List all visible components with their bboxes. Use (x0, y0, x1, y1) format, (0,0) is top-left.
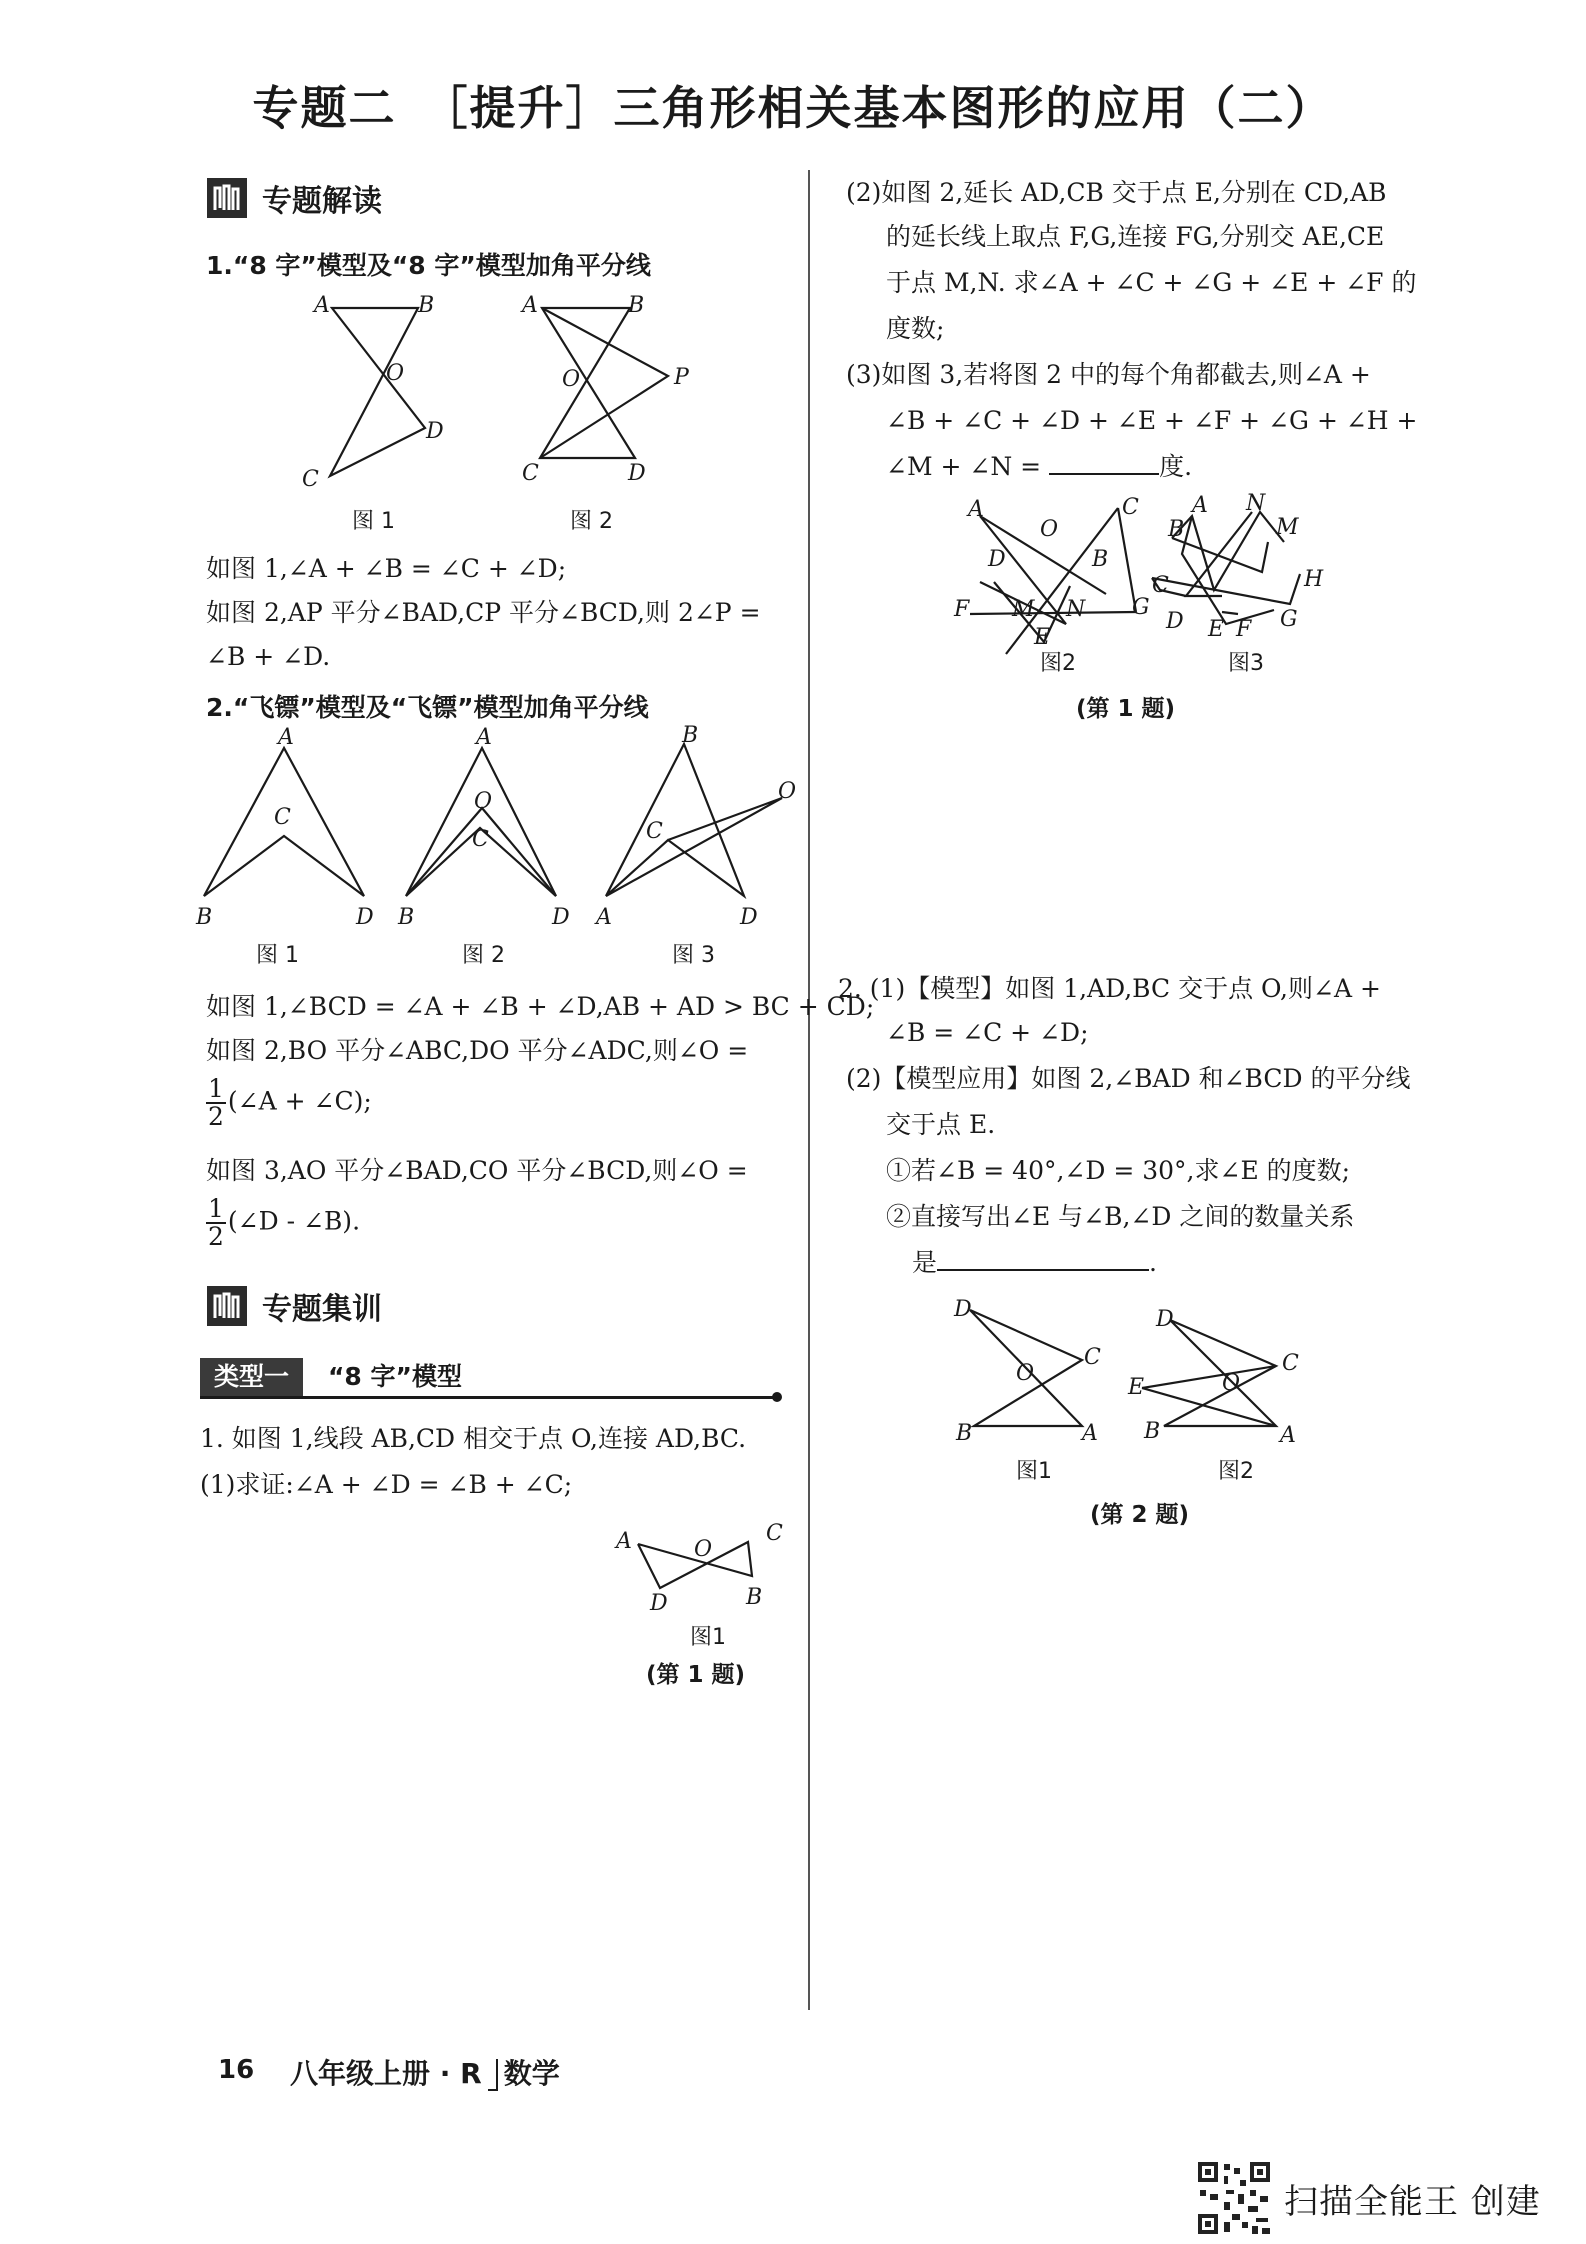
fig-label-M: M (1012, 597, 1035, 622)
fig-label-A: A (278, 725, 294, 750)
fig-label-C: C (646, 819, 663, 844)
question-text: ∠B = ∠C + ∠D; (886, 1018, 1089, 1047)
fig-label-C: C (274, 805, 291, 830)
fig-label-D: D (552, 905, 570, 930)
question-text: 1. 如图 1,线段 AB,CD 相交于点 O,连接 AD,BC. (200, 1424, 747, 1453)
fig-label-A: A (1082, 1421, 1098, 1446)
question-text: (2)【模型应用】如图 2,∠BAD 和∠BCD 的平分线 (846, 1064, 1411, 1093)
type-rule (200, 1396, 776, 1399)
fig-label-B: B (1092, 547, 1109, 572)
fig-label-D: D (1166, 609, 1184, 634)
fig-label-A: A (596, 905, 612, 930)
q1-figure2-figure3 (946, 491, 1366, 684)
fig-label-D: D (426, 419, 444, 444)
fig-label-E: E (1034, 625, 1051, 650)
fig-label-O: O (1016, 1361, 1035, 1386)
column-divider (808, 170, 810, 2010)
q1-fig3-line (1172, 538, 1268, 572)
fig-label-B: B (956, 1421, 973, 1446)
question-text: ∠B + ∠C + ∠D + ∠E + ∠F + ∠G + ∠H + (886, 406, 1418, 435)
question-text: 交于点 E. (886, 1110, 996, 1139)
section-heading-interpretation (206, 176, 382, 220)
fig-label-O: O (562, 367, 581, 392)
fig-label-B: B (682, 723, 699, 748)
fig-label-C: C (522, 461, 539, 486)
fig-label-D: D (650, 1591, 668, 1616)
dart-fig2-shape (406, 748, 556, 896)
q1-fig3-line (1222, 612, 1238, 614)
fig-label-C: C (1084, 1345, 1101, 1370)
dart-fig3-bisectors (606, 798, 782, 896)
fig-label-D: D (954, 1297, 972, 1322)
answer-blank[interactable] (937, 1269, 1149, 1271)
fig-label-B: B (746, 1585, 763, 1610)
fig-label-P: P (674, 365, 689, 390)
text-line: 如图 3,AO 平分∠BAD,CO 平分∠BCD,则∠O = (206, 1156, 748, 1185)
fig-label-O: O (778, 779, 797, 804)
answer-blank[interactable] (1049, 473, 1159, 475)
type-title: “8 字”模型 (328, 1362, 462, 1391)
footer-bracket (488, 2059, 498, 2091)
fig-label-O: O (1222, 1371, 1241, 1396)
fig-caption: 图 3 (672, 943, 715, 968)
question-text: 的延长线上取点 F,G,连接 FG,分别交 AE,CE (886, 222, 1385, 251)
text-line: ∠B + ∠D. (206, 642, 331, 671)
text-line: 如图 1,∠BCD = ∠A + ∠B + ∠D,AB + AD > BC + CD; (206, 992, 875, 1021)
fig-label-B: B (628, 293, 645, 318)
figure8-fig2-bisectors (540, 308, 668, 458)
fig-caption: 图2 (1218, 1459, 1254, 1484)
qr-code-icon (1196, 2160, 1272, 2236)
section-heading-practice (206, 1284, 382, 1328)
question-text: (2)如图 2,延长 AD,CB 交于点 E,分别在 CD,AB (846, 178, 1387, 207)
q1-figure1 (610, 1510, 800, 1650)
fig-caption: 图 1 (256, 943, 299, 968)
question-text: 度数; (886, 314, 945, 343)
subheading-dart: 2.“飞镖”模型及“飞镖”模型加角平分线 (206, 693, 649, 722)
fig-label-E: E (1128, 1375, 1145, 1400)
formula-line: $\frac{1}{2}$ (∠D - ∠B). (208, 1194, 361, 1251)
type-rule-dot (772, 1392, 782, 1402)
book-info (290, 2052, 560, 2092)
fig-label-D: D (356, 905, 374, 930)
fraction-one-half: $\frac{1}{2}$ (208, 1194, 224, 1251)
fig-label-B: B (418, 293, 435, 318)
figure8-fig2-shape (540, 308, 635, 458)
fig-label-B: B (398, 905, 415, 930)
fig-label-D: D (628, 461, 646, 486)
fig-label-N: N (1246, 491, 1266, 516)
question-text: 2. (1)【模型】如图 1,AD,BC 交于点 O,则∠A + (838, 974, 1381, 1003)
fig-caption: 图3 (1228, 651, 1264, 676)
fig-label-A: A (476, 725, 492, 750)
text-line: 如图 1,∠A + ∠B = ∠C + ∠D; (206, 554, 567, 583)
question-text: ∠M + ∠N = 度. (886, 452, 1193, 481)
fig-label-C: C (1122, 495, 1139, 520)
fig-label-A: A (1192, 493, 1208, 518)
fig-label-A: A (522, 293, 538, 318)
fig-caption: 图1 (1016, 1459, 1052, 1484)
fig-label-A: A (1280, 1423, 1296, 1448)
fraction-one-half: $\frac{1}{2}$ (208, 1074, 224, 1131)
subject-label: 数学 (503, 2057, 560, 2090)
question-text: 于点 M,N. 求∠A + ∠C + ∠G + ∠E + ∠F 的 (886, 268, 1417, 297)
fig-label-H: H (1304, 567, 1324, 592)
fig-label-F: F (954, 597, 970, 622)
fig-label-M: M (1276, 515, 1299, 540)
book-icon (206, 1285, 248, 1327)
formula-line: $\frac{1}{2}$ (∠A + ∠C); (208, 1074, 372, 1131)
question-text: ①若∠B = 40°,∠D = 30°,求∠E 的度数; (886, 1156, 1351, 1185)
grade-label: 八年级上册 · R (290, 2057, 482, 2090)
fig-label-O: O (694, 1537, 713, 1562)
dart-diagrams (196, 723, 797, 978)
section-heading-label: 专题集训 (262, 1292, 382, 1327)
fig-caption: 图 2 (570, 509, 613, 534)
figure8-fig1-shape (330, 308, 425, 476)
fig-label-A: A (314, 293, 330, 318)
fig-label-C: C (472, 827, 489, 852)
q2-figures (946, 1290, 1326, 1484)
figure8-diagrams (290, 288, 710, 548)
q1-fig3-line (1152, 574, 1300, 604)
question-text: (1)求证:∠A + ∠D = ∠B + ∠C; (200, 1470, 573, 1499)
fig-label-O: O (386, 361, 405, 386)
question-text: (3)如图 3,若将图 2 中的每个角都截去,则∠A + (846, 360, 1371, 389)
fig-label-B: B (196, 905, 213, 930)
question-figure-caption: (第 1 题) (646, 1662, 746, 1688)
fig-label-O: O (474, 789, 493, 814)
fig-label-F: F (1236, 617, 1252, 642)
fig-label-G: G (1132, 595, 1150, 620)
fig-label-B: B (1168, 517, 1185, 542)
q1-fig2-line (970, 612, 1136, 614)
fig-caption: 图2 (1040, 651, 1076, 676)
fig-label-D: D (988, 547, 1006, 572)
fig-label-C: C (302, 467, 319, 492)
fig-caption: 图1 (690, 1625, 726, 1650)
fig-label-C: C (766, 1521, 783, 1546)
section-heading-label: 专题解读 (262, 184, 382, 219)
watermark-text: 扫描全能王 创建 (1284, 2181, 1541, 2222)
page-number: 16 (218, 2055, 255, 2085)
type-badge: 类型一 (200, 1358, 303, 1396)
fig-caption: 图 2 (462, 943, 505, 968)
page-title: 专题二 ［提升］三角形相关基本图形的应用（二） (252, 81, 1334, 135)
q1-fig2-line (1006, 508, 1118, 654)
fig-label-D: D (740, 905, 758, 930)
text-line: 如图 2,BO 平分∠ABC,DO 平分∠ADC,则∠O = (206, 1036, 749, 1065)
fig-label-G: G (1280, 607, 1298, 632)
book-icon (206, 177, 248, 219)
question-text: ②直接写出∠E 与∠B,∠D 之间的数量关系 (886, 1202, 1355, 1231)
fig-label-O: O (1040, 517, 1059, 542)
type-bar (200, 1358, 780, 1398)
subheading-figure8: 1.“8 字”模型及“8 字”模型加角平分线 (206, 251, 651, 280)
fig-label-C: C (1152, 573, 1169, 598)
fig-label-A: A (616, 1529, 632, 1554)
fig-label-E: E (1208, 617, 1225, 642)
fig-caption: 图 1 (352, 509, 395, 534)
fig-label-B: B (1144, 1419, 1161, 1444)
fig-label-D: D (1156, 1307, 1174, 1332)
question-figure-caption: (第 1 题) (1076, 696, 1176, 722)
fig-label-C: C (1282, 1351, 1299, 1376)
fig-label-N: N (1066, 597, 1086, 622)
question-text: 是 . (912, 1248, 1157, 1277)
text-line: 如图 2,AP 平分∠BAD,CP 平分∠BCD,则 2∠P = (206, 598, 761, 627)
scanner-watermark (1196, 2160, 1541, 2236)
question-figure-caption: (第 2 题) (1090, 1502, 1190, 1528)
fig-label-A: A (968, 497, 984, 522)
